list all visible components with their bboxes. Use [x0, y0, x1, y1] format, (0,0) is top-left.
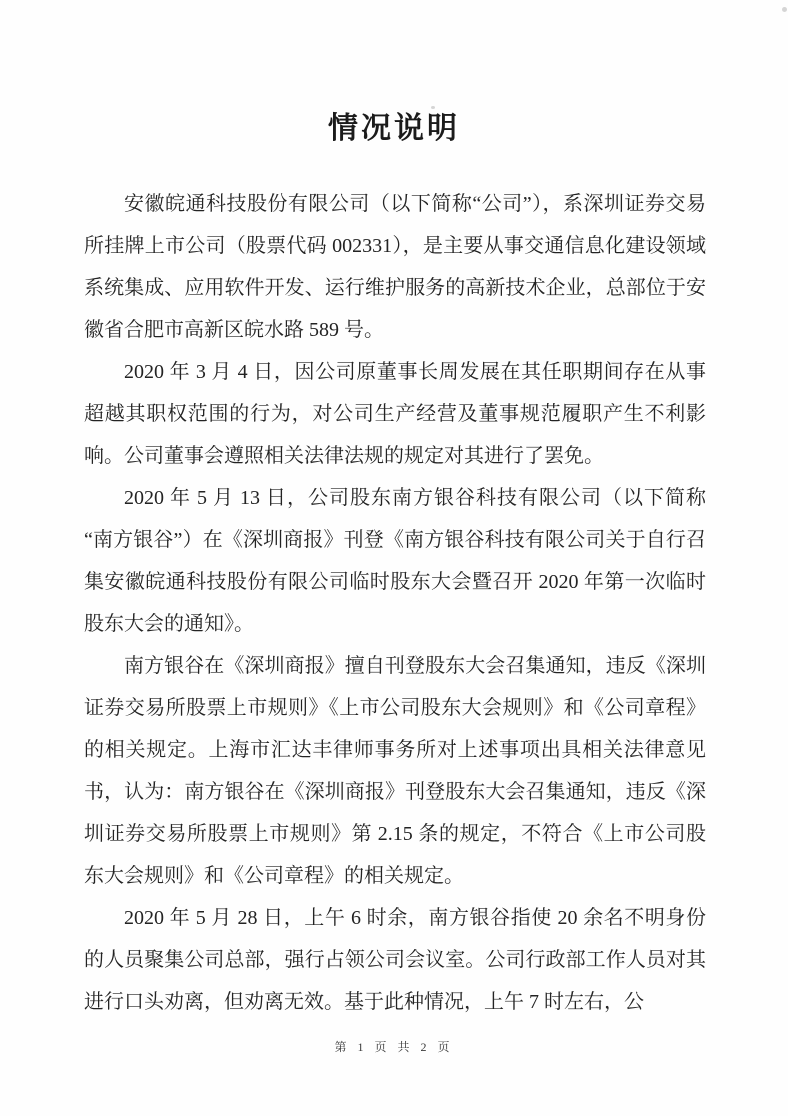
body-paragraph-1: 安徽皖通科技股份有限公司（以下简称“公司”），系深圳证券交易所挂牌上市公司（股票代码 002331），是主要从事交通信息化建设领域系统集成、应用软件开发、运行维护服务的高新技术企业，总部位于安徽省合肥市高新区皖水路 589 号。 [84, 193, 706, 341]
body-paragraph-2: 2020 年 3 月 4 日，因公司原董事长周发展在其任职期间存在从事超越其职权范围的行为，对公司生产经营及董事规范履职产生不利影响。公司董事会遵照相关法律法规的规定对其进行了罢免。 [84, 361, 706, 467]
body-paragraph-5: 2020 年 5 月 28 日，上午 6 时余，南方银谷指使 20 余名不明身份的人员聚集公司总部，强行占领公司会议室。公司行政部工作人员对其进行口头劝离，但劝离无效。基于此种情况，上午 7 时左右，公 [84, 907, 706, 1013]
scan-artifact-speck [431, 106, 435, 109]
page-number-footer: 第 1 页 共 2 页 [334, 1040, 454, 1054]
document-body [84, 183, 706, 1023]
document-title: 情况说明 [328, 112, 460, 145]
scan-artifact-speck [782, 7, 787, 12]
body-paragraph-4: 南方银谷在《深圳商报》擅自刊登股东大会召集通知，违反《深圳证券交易所股票上市规则》《上市公司股东大会规则》和《公司章程》的相关规定。上海市汇达丰律师事务所对上述事项出具相关法律意见书，认为：南方银谷在《深圳商报》刊登股东大会召集通知，违反《深圳证券交易所股票上市规则》第 2.15 条的规定，不符合《上市公司股东大会规则》和《公司章程》的相关规定。 [84, 655, 706, 887]
body-paragraph-3: 2020 年 5 月 13 日，公司股东南方银谷科技有限公司（以下简称“南方银谷”）在《深圳商报》刊登《南方银谷科技有限公司关于自行召集安徽皖通科技股份有限公司临时股东大会暨召开 2020 年第一次临时股东大会的通知》。 [84, 487, 706, 635]
